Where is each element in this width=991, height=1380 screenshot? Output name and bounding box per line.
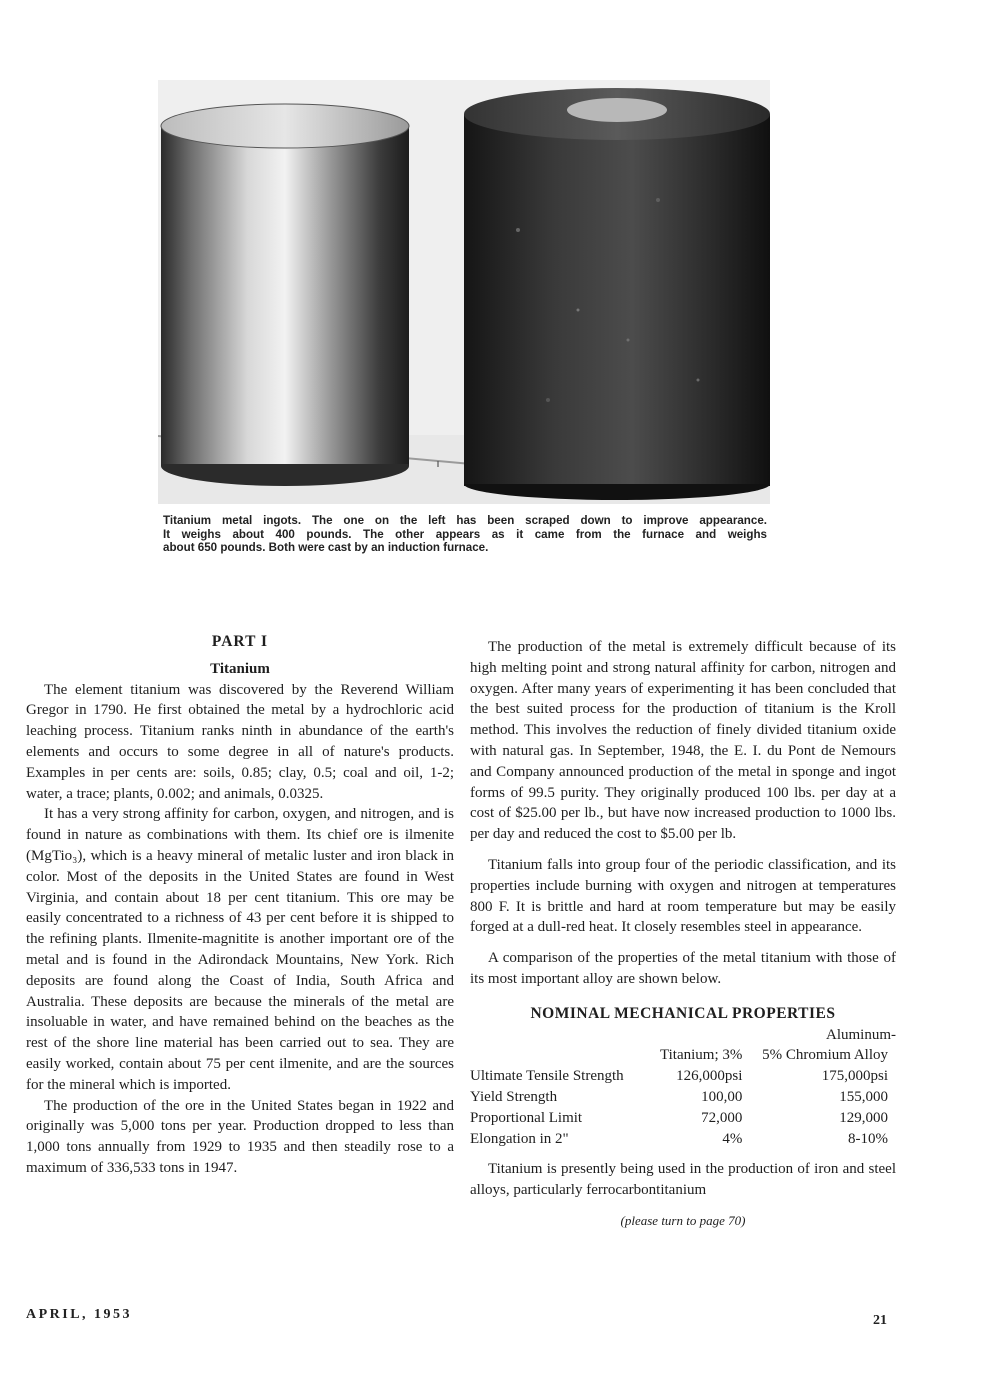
row-titanium-value: 126,000psi	[676, 1068, 743, 1085]
table-row	[470, 1066, 896, 1087]
row-alloy-value: 175,000psi	[821, 1068, 888, 1085]
body-paragraph: Titanium falls into group four of the periodic classification, and its properties include burning with oxygen and nitrogen at temperatures 800 F. It is brittle and hard at room temperature but may be easily forged at a dull-red heat. It closely resembles steel in appearance.	[470, 856, 896, 936]
caption-line: It weighs about 400 pounds. The other appears as it came from the furnace and weighs	[163, 527, 767, 541]
issue-date: APRIL, 1953	[26, 1307, 133, 1322]
part-heading: PART I	[211, 633, 269, 650]
ingots-photo	[158, 80, 770, 504]
table-title: NOMINAL MECHANICAL PROPERTIES	[530, 1004, 836, 1022]
table-row	[470, 1129, 896, 1150]
polished-ingot	[161, 104, 409, 486]
body-paragraph: It has a very strong affinity for carbon, oxygen, and nitrogen, and is found in nature as combinations with them. Its chief ore is ilmenite (MgTio₃), which is a heavy mineral of metalic luster and iron black in color. Most of the deposits in the United States are found in West Virginia, and contain about 18 per cent titanium. This ore may be easily concentrated to a richness of 43 per cent before it is shipped to the refining plants. Ilmenite-magnitite is another important ore of the metal and is found in the Adirondack Mountains, New York. Rich deposits are found along the Coast of India, South Africa and Australia. These deposits are because the minerals of the metal are insoluable in water, and have remained behind on the beaches as the rest of the shore line material has been carried out to sea. They are easily worked, contain about 75 per cent ilmenite, and are the sources for the mineral which is imported.	[26, 806, 454, 1093]
row-alloy-value: 129,000	[839, 1109, 888, 1126]
header-titanium: Titanium; 3%	[660, 1047, 743, 1064]
table-header-row	[470, 1025, 896, 1046]
header-aluminum: Aluminum-	[826, 1026, 896, 1043]
page-number: 21	[873, 1313, 887, 1328]
row-alloy-value: 155,000	[839, 1088, 888, 1105]
row-label: Elongation in 2"	[470, 1130, 569, 1147]
row-label: Proportional Limit	[470, 1109, 583, 1126]
section-heading: Titanium	[210, 660, 270, 677]
continued-note: (please turn to page 70)	[620, 1212, 746, 1228]
table-row	[470, 1087, 896, 1108]
body-paragraph: Titanium is presently being used in the production of iron and steel alloys, particularly ferrocarbontitanium	[470, 1161, 896, 1199]
properties-table	[470, 1025, 896, 1150]
row-label: Ultimate Tensile Strength	[470, 1068, 624, 1085]
row-titanium-value: 72,000	[701, 1109, 743, 1126]
table-row	[470, 1108, 896, 1129]
table-header-row	[470, 1045, 896, 1066]
caption-line: about 650 pounds. Both were cast by an induction furnace.	[163, 541, 489, 554]
row-label: Yield Strength	[470, 1088, 558, 1105]
body-paragraph: The element titanium was discovered by the Reverend William Gregor in 1790. He first obtained the metal by a hydrochloric acid leaching process. Titanium ranks ninth in abundance of the earth's elements and occurs to some degree in all of nature's products. Examples in per cents are: soils, 0.85; clay, 0.5; coal and oil, 1-2; water, a trace; plants, 0.002; and animals, 0.0325.	[26, 681, 454, 802]
right-column	[470, 637, 896, 1232]
as-cast-ingot	[464, 88, 770, 500]
ingots-illustration	[158, 80, 770, 504]
caption-line: Titanium metal ingots. The one on the left has been scraped down to improve appearance.	[163, 514, 767, 527]
row-alloy-value: 8-10%	[848, 1130, 888, 1147]
row-titanium-value: 4%	[722, 1130, 743, 1147]
body-paragraph: The production of the ore in the United States began in 1922 and originally was 5,000 tons per year. Production dropped to less than 1,000 tons annually from 1929 to 1935 and then steadily rose to a maximum of 336,533 tons in 1947.	[26, 1097, 454, 1176]
photo-caption	[163, 514, 767, 555]
header-alloy: 5% Chromium Alloy	[762, 1047, 888, 1064]
left-column	[26, 632, 454, 1179]
body-paragraph: The production of the metal is extremely difficult because of its high melting point and strong natural affinity for carbon, nitrogen and oxygen. After many years of experimenting it has been concluded that the best suited process for the production of titanium is the Kroll method. This involves the reduction of finely divided titanium oxide with natural gas. In September, 1948, the E. I. du Pont de Nemours and Company announced production of the metal in sponge and ingot forms of 99.5 purity. They originally produced 100 lbs. per day at a cost of $25.00 per lb., but have now increased production to 1000 lbs. per day and reduced the cost to $5.00 per lb.	[470, 639, 896, 843]
body-paragraph: A comparison of the properties of the metal titanium with those of its most important alloy are shown below.	[470, 950, 896, 987]
row-titanium-value: 100,00	[701, 1088, 743, 1105]
